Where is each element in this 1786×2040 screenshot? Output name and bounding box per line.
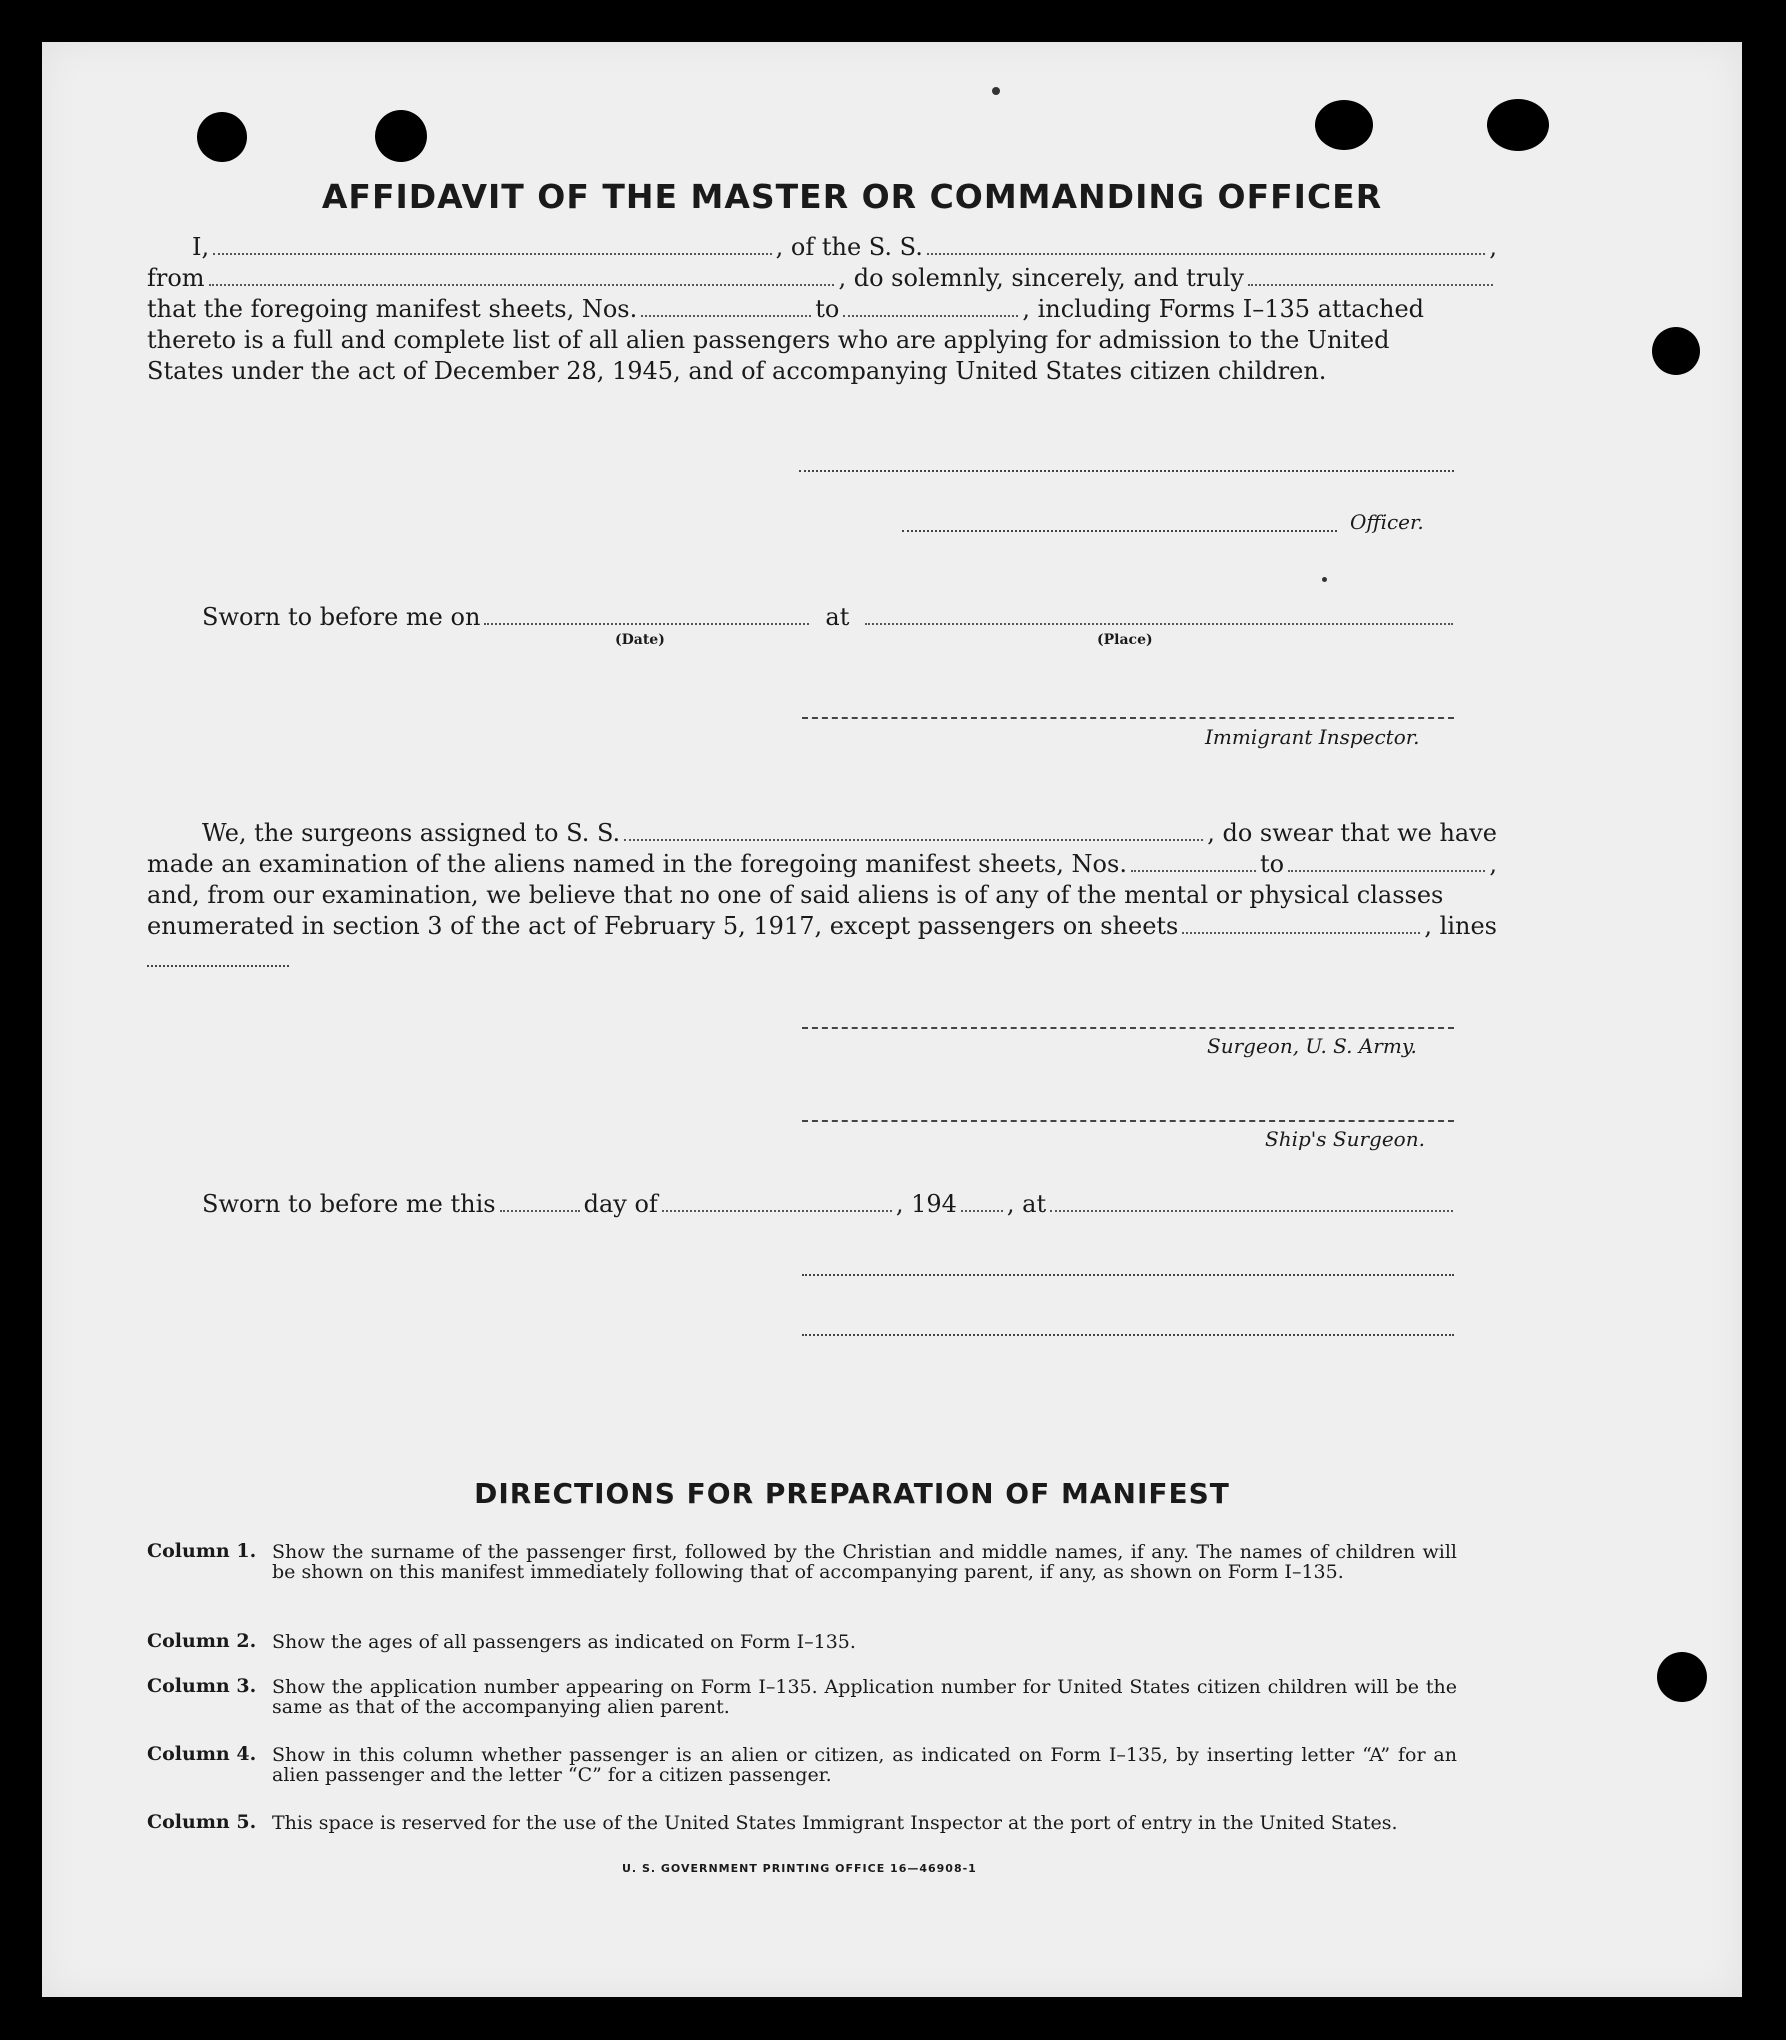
surgeons-text: enumerated in section 3 of the act of February 5, 1917, except passengers on sheets xyxy=(147,912,1179,940)
surgeons-line-4 xyxy=(147,911,1497,941)
affidavit-text: , of the S. S. xyxy=(775,233,923,261)
date-caption: (Date) xyxy=(615,632,665,648)
affidavit-text: to xyxy=(815,295,840,323)
directions-title: DIRECTIONS FOR PREPARATION OF MANIFEST xyxy=(474,1477,1230,1510)
affidavit-text: thereto is a full and complete list of all alien passengers who are applying for admission to the United xyxy=(147,326,1390,354)
sworn-day-field[interactable] xyxy=(500,1191,580,1212)
master-name-field[interactable] xyxy=(213,234,772,255)
affidavit-text: States under the act of December 28, 1945, and of accompanying United States citizen children. xyxy=(147,357,1327,385)
direction-column-label: Column 1. xyxy=(147,1540,257,1562)
direction-text: Show the surname of the passenger first, followed by the Christian and middle names, if any. The names of children will be shown on this manifest immediately following that of accompanying parent, if any, as shown on Form I–135. xyxy=(272,1541,1457,1583)
surgeons-sheet-to-field[interactable] xyxy=(1288,851,1485,872)
direction-column-label: Column 4. xyxy=(147,1743,257,1765)
surgeons-text: , xyxy=(1489,850,1497,878)
punch-hole xyxy=(1315,100,1373,150)
direction-text: Show the application number appearing on Form I–135. Application number for United States citizen children will be the same as that of the accompanying alien parent. xyxy=(272,1676,1457,1718)
sworn-line-1 xyxy=(202,602,1457,632)
sworn-year-field[interactable] xyxy=(961,1191,1003,1212)
direction-column-label: Column 3. xyxy=(147,1675,257,1697)
surgeons-text: to xyxy=(1259,850,1285,878)
sworn-location-field[interactable] xyxy=(1050,1191,1453,1212)
surgeons-text: , lines xyxy=(1424,912,1497,940)
inspector-signature-line-2[interactable] xyxy=(802,1274,1454,1276)
sworn-text: , 194 xyxy=(895,1190,957,1218)
ship-surgeon-caption: Ship's Surgeon. xyxy=(1265,1127,1425,1151)
sheet-to-field[interactable] xyxy=(843,296,1018,317)
exception-lines-field[interactable] xyxy=(147,965,289,967)
sworn-text: , at xyxy=(1006,1190,1047,1218)
sworn-text: day of xyxy=(583,1190,658,1218)
surgeons-line-2 xyxy=(147,849,1497,879)
exception-sheets-field[interactable] xyxy=(1182,913,1420,934)
sworn-month-field[interactable] xyxy=(662,1191,892,1212)
paper-speck xyxy=(1322,577,1327,582)
officer-caption: Officer. xyxy=(1350,510,1424,534)
ship-surgeon-signature-line[interactable] xyxy=(802,1120,1454,1122)
direction-column-label: Column 2. xyxy=(147,1630,257,1652)
surgeons-text: , do swear that we have xyxy=(1207,819,1497,847)
surgeons-line-1 xyxy=(147,818,1497,848)
paper-speck xyxy=(992,87,1000,95)
printer-footer: U. S. GOVERNMENT PRINTING OFFICE 16—46908-1 xyxy=(622,1862,977,1875)
direction-text: This space is reserved for the use of the United States Immigrant Inspector at the port of entry in the United States. xyxy=(272,1812,1398,1834)
surgeons-text: and, from our examination, we believe that no one of said aliens is of any of the mental or physical classes xyxy=(147,881,1444,909)
page-title: AFFIDAVIT OF THE MASTER OR COMMANDING OFFICER xyxy=(321,177,1383,216)
form-sheet xyxy=(42,42,1742,1997)
surgeons-ship-field[interactable] xyxy=(624,820,1203,841)
sworn-place-field[interactable] xyxy=(865,604,1453,625)
punch-hole xyxy=(1487,99,1549,151)
affidavit-line-3 xyxy=(147,294,1497,324)
affidavit-text: that the foregoing manifest sheets, Nos. xyxy=(147,295,638,323)
sworn-date-field[interactable] xyxy=(484,604,809,625)
oath-field[interactable] xyxy=(1248,265,1493,286)
sworn-text: Sworn to before me this xyxy=(202,1190,496,1218)
affidavit-line-1 xyxy=(147,232,1497,262)
ship-name-field[interactable] xyxy=(927,234,1486,255)
sheet-from-field[interactable] xyxy=(641,296,811,317)
punch-hole xyxy=(1657,1652,1707,1702)
punch-hole xyxy=(197,112,247,162)
place-caption: (Place) xyxy=(1097,632,1153,648)
surgeons-line-3 xyxy=(147,880,1497,910)
affidavit-line-5 xyxy=(147,356,1497,386)
punch-hole xyxy=(375,110,427,162)
direction-text: Show the ages of all passengers as indicated on Form I–135. xyxy=(272,1631,856,1653)
army-surgeon-caption: Surgeon, U. S. Army. xyxy=(1207,1034,1417,1058)
affidavit-text: I, xyxy=(192,233,210,261)
affidavit-line-4 xyxy=(147,325,1497,355)
punch-hole xyxy=(1652,327,1700,375)
direction-text: Show in this column whether passenger is an alien or citizen, as indicated on Form I–135, by inserting letter “A” for an alien passenger and the letter “C” for a citizen passenger. xyxy=(272,1744,1457,1786)
sworn-line-2 xyxy=(202,1189,1457,1219)
surgeons-sheet-from-field[interactable] xyxy=(1131,851,1256,872)
inspector-signature-line[interactable] xyxy=(802,717,1454,719)
affidavit-text: , do solemnly, sincerely, and truly xyxy=(838,264,1244,292)
surgeons-text: made an examination of the aliens named in the foregoing manifest sheets, Nos. xyxy=(147,850,1127,878)
sworn-text: Sworn to before me on xyxy=(202,603,481,631)
officer-title-line[interactable] xyxy=(902,530,1337,532)
affidavit-text: , xyxy=(1489,233,1497,261)
affidavit-text: , including Forms I–135 attached xyxy=(1022,295,1425,323)
inspector-title-line-2[interactable] xyxy=(802,1334,1454,1336)
inspector-caption: Immigrant Inspector. xyxy=(1205,725,1420,749)
officer-signature-line[interactable] xyxy=(799,470,1454,472)
affidavit-text: from xyxy=(147,264,205,292)
sworn-text: at xyxy=(825,603,850,631)
from-port-field[interactable] xyxy=(209,265,835,286)
surgeons-text: We, the surgeons assigned to S. S. xyxy=(202,819,621,847)
affidavit-line-2 xyxy=(147,263,1497,293)
army-surgeon-signature-line[interactable] xyxy=(802,1027,1454,1029)
direction-column-label: Column 5. xyxy=(147,1811,257,1833)
